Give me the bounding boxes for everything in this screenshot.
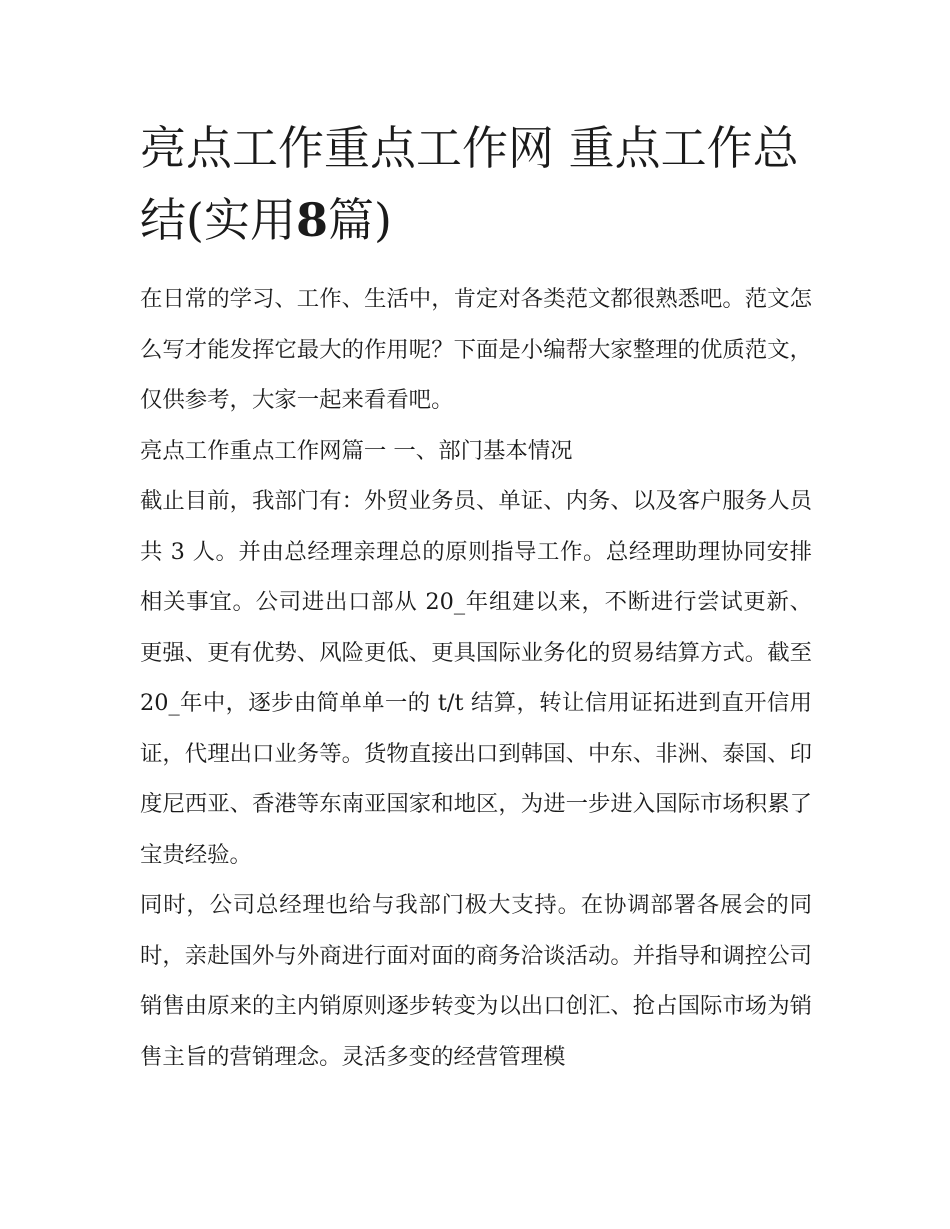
title-text-end: 篇) xyxy=(327,193,392,247)
title-number: 8 xyxy=(295,193,328,247)
department-paragraph: 截止目前，我部门有：外贸业务员、单证、内务、以及客户服务人员共 3 人。并由总经理亲理总的原则指导工作。总经理助理协同安排相关事宜。公司进出口部从 20_年组建以来，不断进行尝试更新、更强、更有优势、风险更低、更具国际业务化的贸易结算方式。截至 20_年中，逐步由简单单一的 t/t 结算，转让信用证拓进到直开信用证，代理出口业务等。货物直接出口到韩国、中东、非洲、泰国、印度尼西亚、香港等东南亚国家和地区，为进一步进入国际市场积累了宝贵经验。 xyxy=(140,488,812,868)
title-text: 亮点工作重点工作网 重点工作总结(实用 xyxy=(140,121,799,247)
document-body xyxy=(140,274,812,1082)
section-heading: 亮点工作重点工作网篇一 一、部门基本情况 xyxy=(140,437,573,464)
document-title xyxy=(140,112,812,256)
support-paragraph: 同时，公司总经理也给与我部门极大支持。在协调部署各展会的同时，亲赴国外与外商进行面对面的商务洽谈活动。并指导和调控公司销售由原来的主内销原则逐步转变为以出口创汇、抢占国际市场为销售主旨的营销理念。灵活多变的经营管理模 xyxy=(140,892,812,1070)
document-page xyxy=(140,112,812,1082)
intro-paragraph: 在日常的学习、工作、生活中，肯定对各类范文都很熟悉吧。范文怎么写才能发挥它最大的作用呢？下面是小编帮大家整理的优质范文，仅供参考，大家一起来看看吧。 xyxy=(140,286,812,413)
